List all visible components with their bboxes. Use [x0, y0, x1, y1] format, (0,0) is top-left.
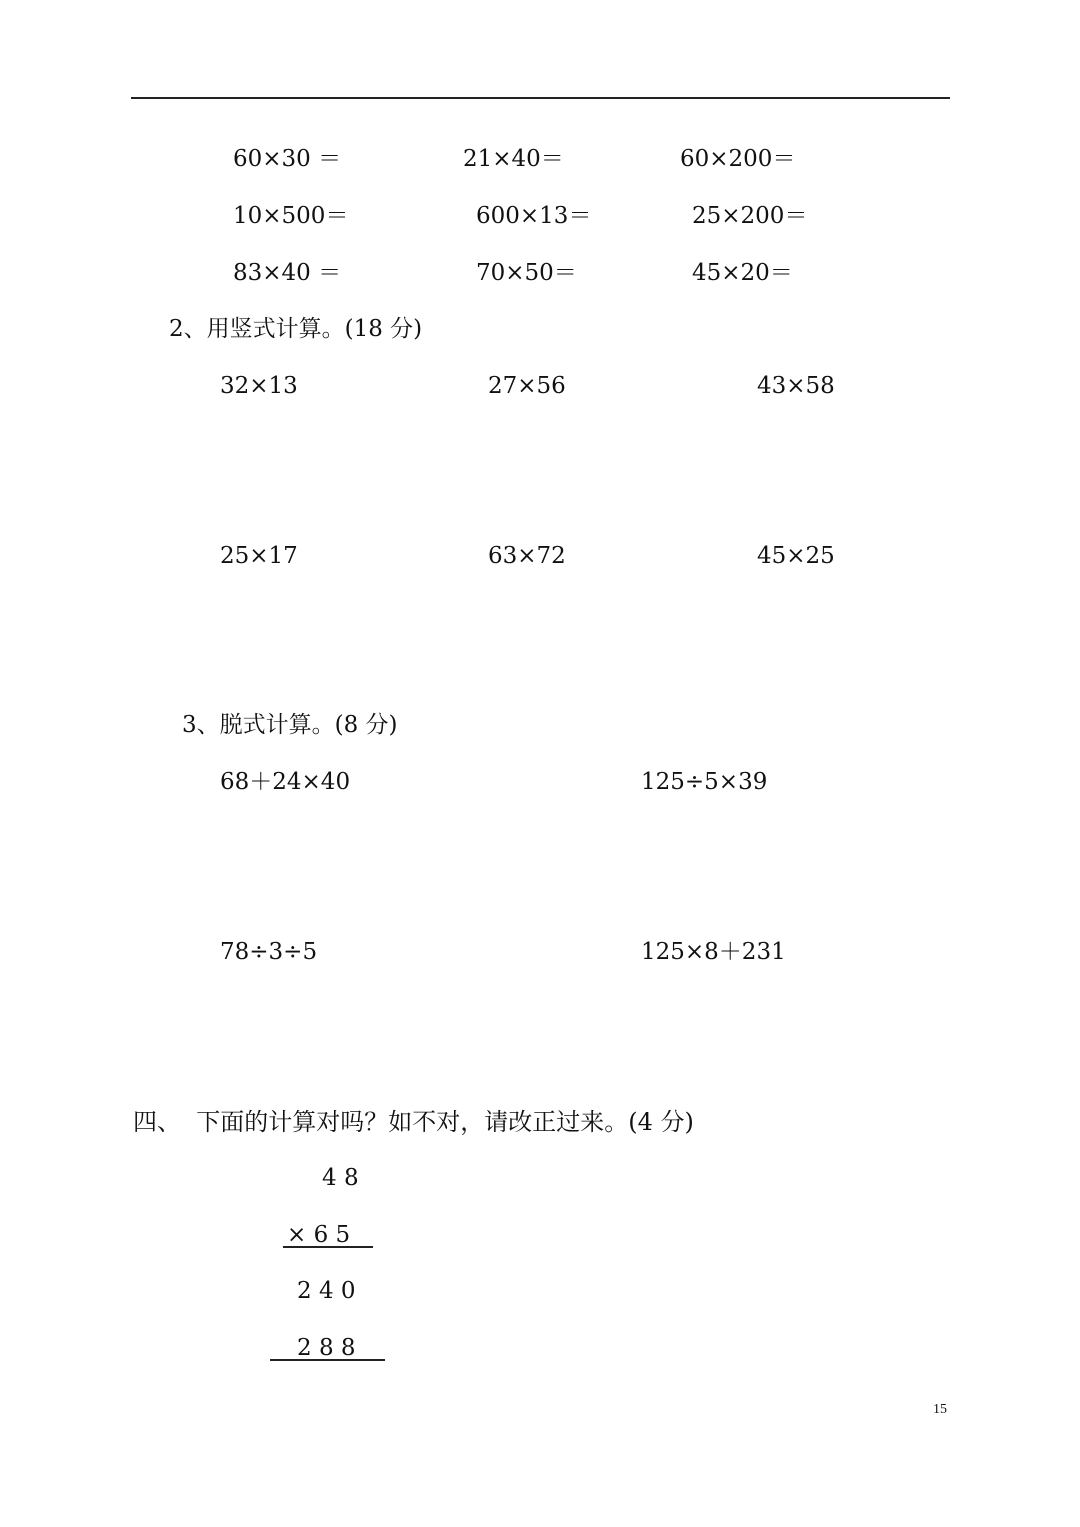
calc-underline	[270, 1359, 385, 1361]
oral-problem: 25×200＝	[692, 203, 808, 229]
oral-problem: 21×40＝	[463, 146, 564, 172]
page-number: 15	[933, 1402, 947, 1417]
oral-problem: 45×20＝	[692, 260, 793, 286]
calc-line: 4 8	[322, 1165, 359, 1191]
oral-problem: 83×40 ＝	[233, 260, 342, 286]
calc-line: × 6 5	[287, 1222, 351, 1248]
vertical-problem: 43×58	[757, 373, 835, 399]
vertical-problem: 63×72	[488, 543, 566, 569]
calc-underline	[283, 1246, 373, 1248]
section-3-title: 3、脱式计算。(8 分)	[182, 712, 398, 738]
section-2-title: 2、用竖式计算。(18 分)	[169, 316, 423, 342]
vertical-problem: 25×17	[220, 543, 298, 569]
oral-problem: 10×500＝	[233, 203, 349, 229]
section-4-title: 四、 下面的计算对吗？如不对，请改正过来。(4 分)	[133, 1108, 694, 1136]
calc-line: 2 8 8	[297, 1335, 356, 1361]
oral-problem: 60×200＝	[680, 146, 796, 172]
stepwise-problem: 125×8＋231	[641, 939, 786, 965]
vertical-problem: 32×13	[220, 373, 298, 399]
oral-problem: 600×13＝	[476, 203, 592, 229]
vertical-problem: 45×25	[757, 543, 835, 569]
header-rule	[131, 97, 950, 99]
stepwise-problem: 68＋24×40	[220, 769, 351, 795]
oral-problem: 70×50＝	[476, 260, 577, 286]
stepwise-problem: 125÷5×39	[641, 769, 768, 795]
stepwise-problem: 78÷3÷5	[220, 939, 318, 965]
vertical-problem: 27×56	[488, 373, 566, 399]
oral-problem: 60×30 ＝	[233, 146, 342, 172]
calc-line: 2 4 0	[297, 1278, 356, 1304]
